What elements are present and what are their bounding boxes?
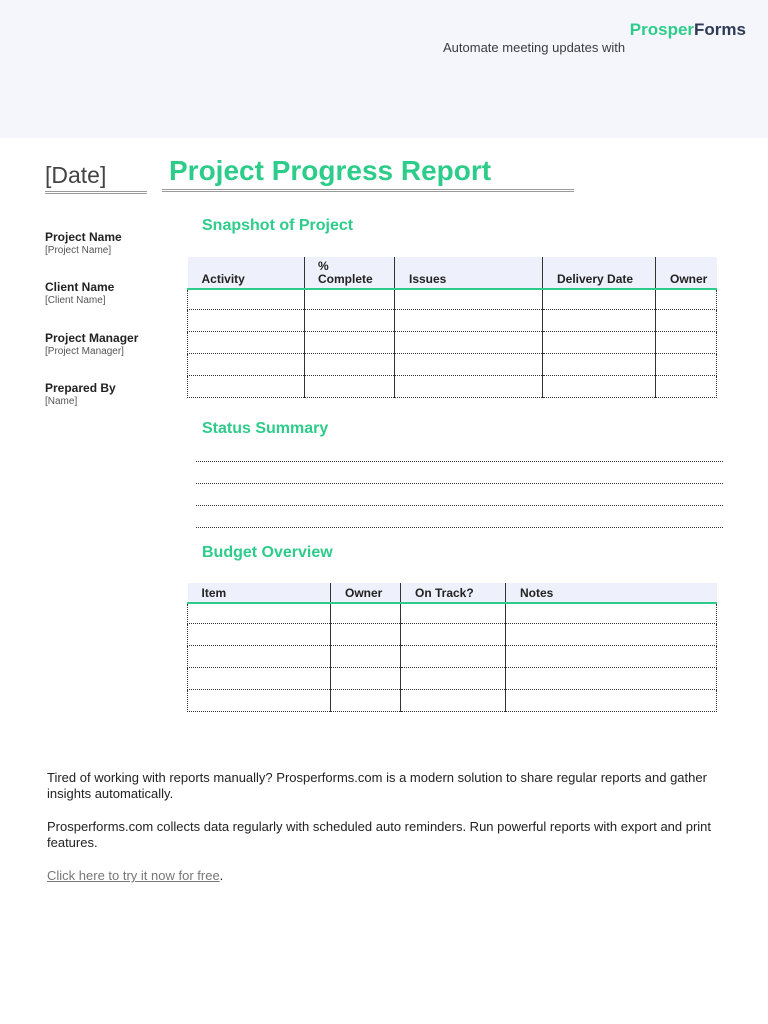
promo-paragraph-1: Tired of working with reports manually? Prosperforms.com is a modern solution to share regular reports and gather insights automatically. (47, 770, 707, 801)
table-cell[interactable] (401, 603, 506, 623)
table-row (188, 645, 717, 667)
col-issues: Issues (395, 257, 543, 289)
snapshot-table (187, 257, 717, 398)
snapshot-header-row (188, 257, 717, 289)
table-cell[interactable] (395, 375, 543, 397)
table-cell[interactable] (656, 289, 717, 309)
project-manager-value: [Project Manager] (45, 346, 124, 357)
summary-line[interactable] (196, 461, 723, 462)
table-row (188, 375, 717, 397)
table-cell[interactable] (395, 309, 543, 331)
snapshot-heading: Snapshot of Project (202, 217, 354, 234)
logo-part-forms: Forms (694, 20, 746, 39)
page-title: Project Progress Report (162, 155, 574, 192)
logo-part-prosper: Prosper (629, 20, 695, 39)
prepared-by-label: Prepared By (45, 381, 116, 395)
table-cell[interactable] (506, 667, 717, 689)
table-cell[interactable] (401, 689, 506, 711)
table-cell[interactable] (656, 331, 717, 353)
date-field: [Date] (45, 162, 147, 194)
col-on-track: On Track? (401, 583, 506, 603)
promo-paragraph-2: Prosperforms.com collects data regularly with scheduled auto reminders. Run powerful reports with export and print features. (47, 819, 712, 850)
project-name-value: [Project Name] (45, 245, 112, 256)
table-cell[interactable] (543, 375, 656, 397)
table-cell[interactable] (656, 375, 717, 397)
table-cell[interactable] (305, 375, 395, 397)
project-manager-block (45, 331, 138, 357)
budget-header-row (188, 583, 717, 603)
table-row (188, 689, 717, 711)
table-cell[interactable] (331, 645, 401, 667)
col-notes: Notes (506, 583, 717, 603)
table-row (188, 309, 717, 331)
table-cell[interactable] (331, 689, 401, 711)
table-cell[interactable] (506, 645, 717, 667)
table-row (188, 623, 717, 645)
col-owner: Owner (656, 257, 717, 289)
table-cell[interactable] (188, 331, 305, 353)
client-name-value: [Client Name] (45, 295, 106, 306)
project-name-block (45, 230, 122, 256)
table-row (188, 353, 717, 375)
table-cell[interactable] (401, 645, 506, 667)
table-cell[interactable] (543, 331, 656, 353)
table-cell[interactable] (543, 309, 656, 331)
project-manager-label: Project Manager (45, 331, 139, 345)
col-delivery-date: Delivery Date (543, 257, 656, 289)
col-owner: Owner (331, 583, 401, 603)
table-cell[interactable] (506, 603, 717, 623)
table-row (188, 289, 717, 309)
table-cell[interactable] (395, 289, 543, 309)
prepared-by-block (45, 381, 116, 407)
cta-period: . (219, 868, 224, 883)
table-cell[interactable] (188, 353, 305, 375)
table-cell[interactable] (543, 353, 656, 375)
client-name-label: Client Name (45, 280, 115, 294)
table-cell[interactable] (305, 331, 395, 353)
promo-banner (0, 0, 768, 138)
table-row (188, 667, 717, 689)
table-cell[interactable] (331, 603, 401, 623)
table-cell[interactable] (188, 623, 331, 645)
table-cell[interactable] (506, 689, 717, 711)
table-cell[interactable] (401, 667, 506, 689)
summary-line[interactable] (196, 527, 723, 528)
client-name-block (45, 280, 114, 306)
table-row (188, 603, 717, 623)
banner-tagline: Automate meeting updates with (443, 40, 626, 55)
col-percent-complete (305, 257, 395, 289)
table-cell[interactable] (656, 309, 717, 331)
budget-table (187, 583, 717, 712)
table-row (188, 331, 717, 353)
status-summary-heading: Status Summary (202, 420, 329, 437)
table-cell[interactable] (395, 331, 543, 353)
table-cell[interactable] (305, 289, 395, 309)
promo-cta (47, 868, 737, 884)
budget-overview-heading: Budget Overview (202, 544, 333, 561)
col-item: Item (188, 583, 331, 603)
table-cell[interactable] (188, 309, 305, 331)
table-cell[interactable] (656, 353, 717, 375)
project-name-label: Project Name (45, 230, 122, 244)
table-cell[interactable] (331, 623, 401, 645)
table-cell[interactable] (401, 623, 506, 645)
table-cell[interactable] (331, 667, 401, 689)
summary-line[interactable] (196, 505, 723, 506)
table-cell[interactable] (188, 289, 305, 309)
table-cell[interactable] (395, 353, 543, 375)
table-cell[interactable] (188, 645, 331, 667)
table-cell[interactable] (188, 667, 331, 689)
try-free-link[interactable]: Click here to try it now for free (47, 868, 220, 883)
col-activity: Activity (188, 257, 305, 289)
table-cell[interactable] (305, 353, 395, 375)
prosperforms-logo[interactable] (630, 20, 746, 40)
prepared-by-value: [Name] (45, 396, 78, 407)
table-cell[interactable] (188, 375, 305, 397)
col-percent-symbol: % (318, 259, 329, 273)
table-cell[interactable] (188, 603, 331, 623)
table-cell[interactable] (506, 623, 717, 645)
table-cell[interactable] (305, 309, 395, 331)
table-cell[interactable] (188, 689, 331, 711)
table-cell[interactable] (543, 289, 656, 309)
summary-line[interactable] (196, 483, 723, 484)
col-complete-label: Complete (318, 272, 373, 286)
